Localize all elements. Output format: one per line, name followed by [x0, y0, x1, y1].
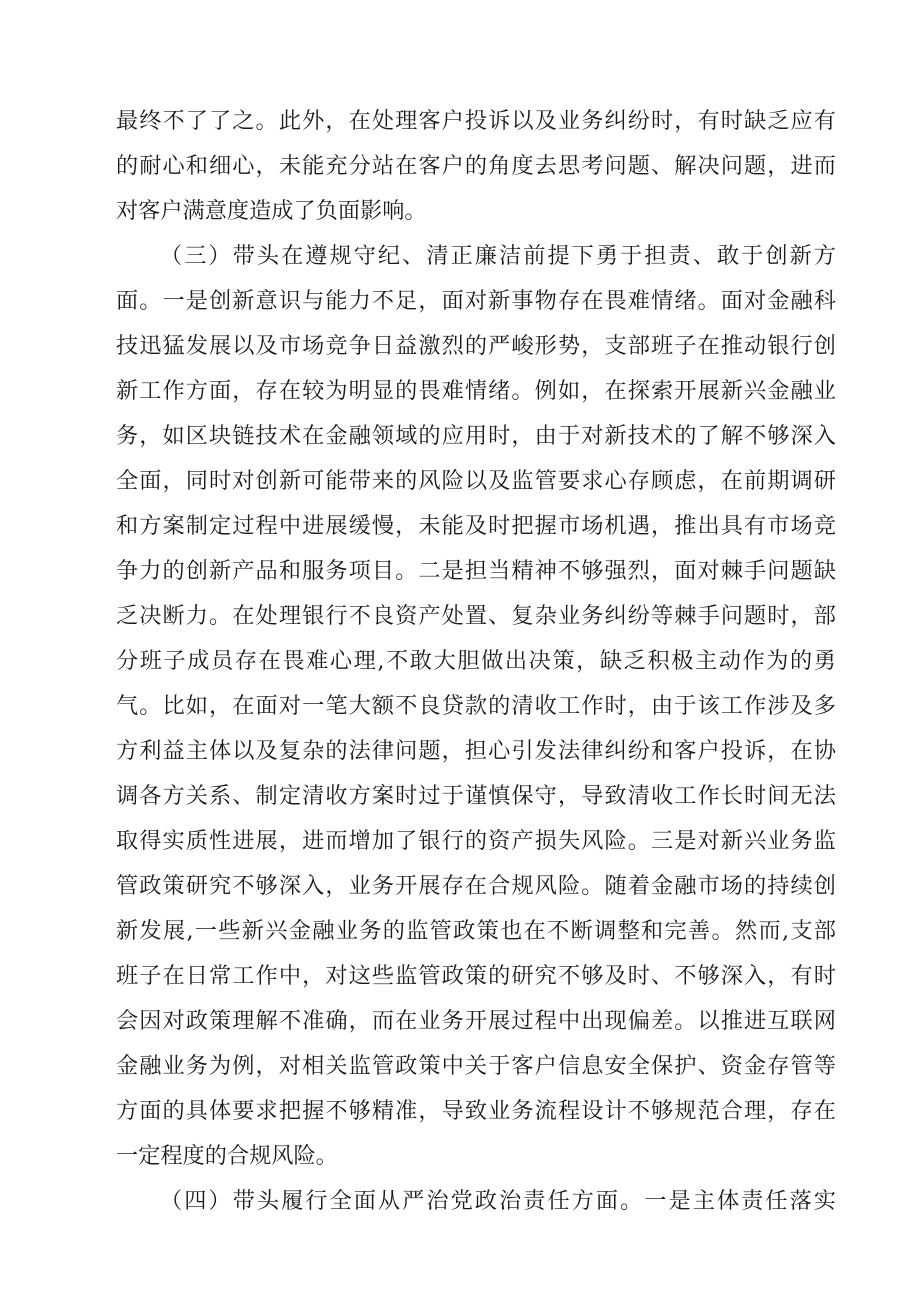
text-line: 面。一是创新意识与能力不足，面对新事物存在畏难情绪。面对金融科 — [116, 288, 836, 314]
text-line: 乏决断力。在处理银行不良资产处置、复杂业务纠纷等棘手问题时，部 — [116, 603, 836, 629]
text-line: 新发展,一些新兴金融业务的监管政策也在不断调整和完善。然而,支部 — [116, 918, 836, 944]
text-line: 的耐心和细心，未能充分站在客户的角度去思考问题、解决问题，进而 — [116, 153, 836, 179]
text-line: 管政策研究不够深入，业务开展存在合规风险。随着金融市场的持续创 — [116, 873, 836, 899]
text-line: 调各方关系、制定清收方案时过于谨慎保守，导致清收工作长时间无法 — [116, 783, 836, 809]
text-line: 最终不了了之。此外，在处理客户投诉以及业务纠纷时，有时缺乏应有 — [116, 108, 836, 134]
text-line: 争力的创新产品和服务项目。二是担当精神不够强烈，面对棘手问题缺 — [116, 558, 836, 584]
text-line: 全面，同时对创新可能带来的风险以及监管要求心存顾虑，在前期调研 — [116, 468, 836, 494]
text-line: 一定程度的合规风险。 — [116, 1143, 338, 1169]
text-line: 取得实质性进展，进而增加了银行的资产损失风险。三是对新兴业务监 — [116, 828, 836, 854]
text-line: 新工作方面，存在较为明显的畏难情绪。例如，在探索开展新兴金融业 — [116, 378, 836, 404]
text-line: 对客户满意度造成了负面影响。 — [116, 198, 427, 224]
document-body — [116, 99, 836, 1224]
text-line: 气。比如，在面对一笔大额不良贷款的清收工作时，由于该工作涉及多 — [116, 693, 836, 719]
text-line: 和方案制定过程中进展缓慢，未能及时把握市场机遇，推出具有市场竞 — [116, 513, 836, 539]
text-line: 方利益主体以及复杂的法律问题，担心引发法律纠纷和客户投诉，在协 — [116, 738, 836, 764]
text-line: 分班子成员存在畏难心理,不敢大胆做出决策，缺乏积极主动作为的勇 — [116, 648, 836, 674]
section-heading-line: （四）带头履行全面从严治党政治责任方面。一是主体责任落实 — [160, 1188, 836, 1214]
text-line: 会因对政策理解不准确，而在业务开展过程中出现偏差。以推进互联网 — [116, 1008, 836, 1034]
text-line: 金融业务为例，对相关监管政策中关于客户信息安全保护、资金存管等 — [116, 1053, 836, 1079]
text-line: 技迅猛发展以及市场竞争日益激烈的严峻形势，支部班子在推动银行创 — [116, 333, 836, 359]
text-line: 班子在日常工作中，对这些监管政策的研究不够及时、不够深入，有时 — [116, 963, 836, 989]
text-line: 务，如区块链技术在金融领域的应用时，由于对新技术的了解不够深入 — [116, 423, 836, 449]
section-heading-line: （三）带头在遵规守纪、清正廉洁前提下勇于担责、敢于创新方 — [160, 243, 836, 269]
text-line: 方面的具体要求把握不够精准，导致业务流程设计不够规范合理，存在 — [116, 1098, 836, 1124]
